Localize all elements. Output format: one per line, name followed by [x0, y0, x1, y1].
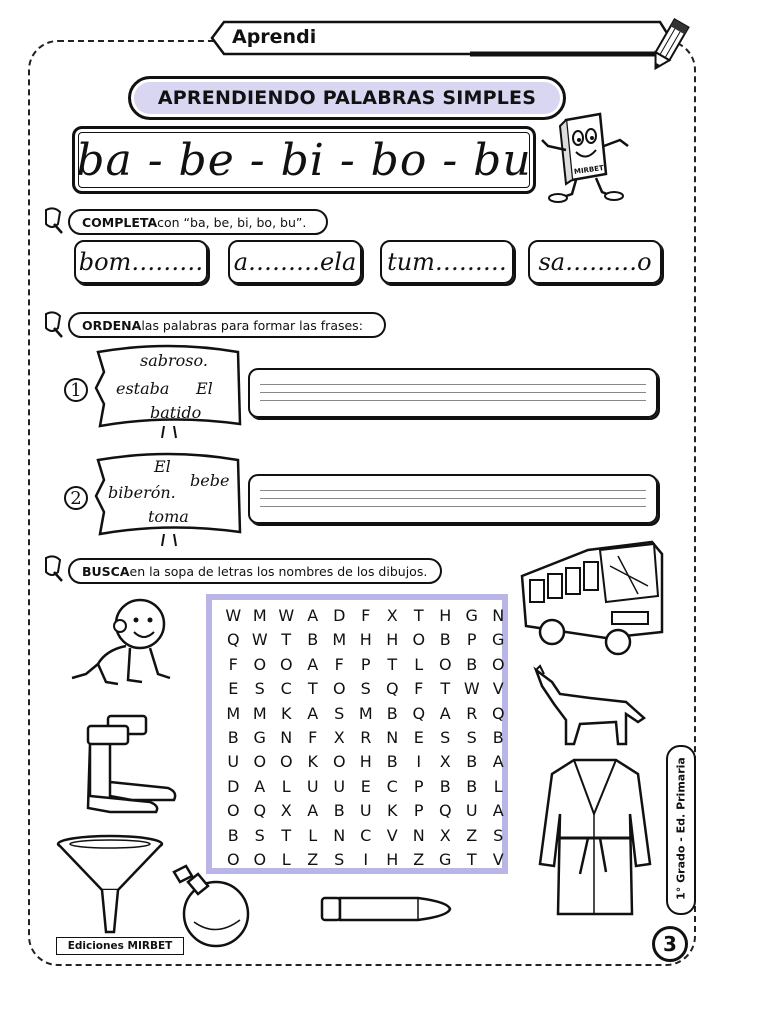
word-search-letter: T [466, 849, 477, 869]
word-search-letter: O [279, 654, 293, 674]
word-search-letter: X [439, 752, 451, 772]
word-search-letter: O [332, 679, 346, 699]
word-search-letter: R [360, 727, 372, 747]
bus-illustration [518, 536, 666, 656]
word-search-letter: T [307, 679, 318, 699]
word-search-letter: F [414, 679, 424, 699]
word-search-letter: B [333, 801, 345, 821]
word-search-letter: H [386, 630, 399, 650]
word-search-letter: Z [466, 825, 478, 845]
word-search-letter: R [466, 703, 478, 723]
word-search-letter: O [438, 654, 452, 674]
word-search-letter: A [439, 703, 451, 723]
word-search-letter: O [226, 801, 240, 821]
word-search-letter: O [253, 654, 267, 674]
word-search-letter: S [334, 703, 345, 723]
instruction-completa [68, 209, 328, 235]
word-search-letter: O [253, 849, 267, 869]
word-search-letter: Q [438, 801, 452, 821]
word-search-letter: L [414, 654, 424, 674]
word-search-letter: O [226, 849, 240, 869]
word-search-letter: A [492, 801, 504, 821]
word-search-letter: W [225, 606, 242, 625]
word-search-letter: K [307, 752, 318, 772]
word-search-row [220, 799, 512, 823]
bullet-illustration [318, 890, 454, 926]
publisher-label: Ediciones MIRBET [56, 937, 184, 955]
word-search-letter: H [359, 752, 372, 772]
word-search-letter: O [279, 752, 293, 772]
word-search-letter: B [227, 727, 239, 747]
word-search-letter: V [492, 679, 504, 699]
word-search-letter: X [439, 825, 451, 845]
word-search-letter: S [254, 679, 265, 699]
word-search-letter: N [412, 825, 425, 845]
syllables-banner: ba - be - bi - bo - bu [72, 126, 536, 194]
sentence-number: 1 [64, 378, 88, 402]
sentence-word: estaba [116, 379, 170, 398]
word-search-letter: A [254, 776, 266, 796]
word-search-letter: M [332, 630, 347, 650]
word-search-letter: Q [253, 801, 267, 821]
word-search-row [220, 726, 512, 750]
word-search-letter: C [280, 679, 292, 699]
word-search-letter: K [387, 801, 398, 821]
instruction-busca [68, 558, 442, 584]
word-search-letter: N [492, 606, 505, 625]
word-search-letter: U [227, 752, 240, 772]
word-search-letter: H [439, 606, 452, 625]
word-search-letter: M [358, 703, 373, 723]
word-search-letter: E [413, 727, 424, 747]
word-search-letter: A [307, 703, 319, 723]
word-search-letter: B [466, 776, 478, 796]
word-search-letter: I [363, 849, 369, 869]
word-search-row [220, 677, 512, 701]
word-search-letter: W [278, 606, 295, 625]
word-search-row [220, 848, 512, 872]
word-search-letter: B [386, 752, 398, 772]
bathrobe-illustration [534, 754, 656, 924]
word-search-letter: I [416, 752, 422, 772]
grade-side-label [666, 745, 696, 915]
word-search-letter: M [252, 703, 267, 723]
sentence-number: 2 [64, 486, 88, 510]
word-search-letter: L [281, 776, 291, 796]
word-search-letter: O [412, 630, 426, 650]
baby-illustration [66, 594, 186, 690]
word-search-letter: M [226, 703, 241, 723]
word-search-letter: D [333, 606, 346, 625]
word-search-letter: T [281, 630, 292, 650]
word-search-grid [220, 604, 512, 872]
word-search-letter: F [308, 727, 318, 747]
instruction-text: las palabras para formar las frases: [141, 317, 363, 333]
word-search-letter: B [492, 727, 504, 747]
word-search-row [220, 604, 512, 628]
word-search-letter: Q [412, 703, 426, 723]
word-search-row [220, 653, 512, 677]
page-number: 3 [652, 926, 688, 962]
instruction-text: en la sopa de letras los nombres de los dibujos. [129, 563, 428, 579]
word-search-row [220, 628, 512, 652]
word-search-letter: C [360, 825, 372, 845]
word-search-letter: B [439, 776, 451, 796]
mascot-label: MIRBET [573, 163, 605, 177]
word-search-letter: X [280, 801, 292, 821]
word-search-row [220, 775, 512, 799]
word-search-letter: X [333, 727, 345, 747]
instruction-keyword: COMPLETA [82, 214, 158, 230]
word-search-letter: W [463, 679, 480, 699]
word-search-letter: O [332, 752, 346, 772]
header-tab-label: Aprendi [232, 26, 317, 48]
word-search-letter: H [359, 630, 372, 650]
complete-word-box: tum……… [380, 240, 514, 284]
sentence-word: bebe [190, 471, 230, 490]
answer-lines-1 [248, 368, 658, 418]
word-search-letter: N [386, 727, 399, 747]
instruction-text: con “ba, be, bi, bo, bu”. [157, 214, 307, 230]
word-search-letter: Z [413, 849, 425, 869]
grade-side-text: 1° Grado - Ed. Primaria [674, 757, 688, 900]
word-search-letter: P [413, 801, 424, 821]
word-search-letter: Q [491, 703, 505, 723]
complete-word-box: sa………o [528, 240, 662, 284]
word-search-letter: A [307, 606, 319, 625]
word-search-letter: U [465, 801, 478, 821]
bottle-illustration [168, 862, 258, 948]
word-search-letter: H [386, 849, 399, 869]
book-mascot-illustration [536, 110, 636, 204]
sentence-word: toma [148, 507, 189, 526]
word-search-letter: T [440, 679, 451, 699]
word-search-letter: T [281, 825, 292, 845]
word-search-letter: F [228, 654, 238, 674]
pencil-icon [646, 14, 692, 76]
word-search-letter: S [334, 849, 345, 869]
word-search-letter: Q [385, 679, 399, 699]
word-search-letter: S [360, 679, 371, 699]
word-search-letter: D [227, 776, 240, 796]
word-search-letter: T [387, 654, 398, 674]
word-search-letter: G [439, 849, 452, 869]
word-search-letter: B [466, 752, 478, 772]
word-search-letter: W [251, 630, 268, 650]
word-search-letter: O [253, 752, 267, 772]
word-search-letter: S [440, 727, 451, 747]
word-search-letter: P [413, 776, 424, 796]
writing-hand-icon [42, 308, 66, 338]
word-search-letter: G [492, 630, 505, 650]
wolf-illustration [530, 664, 650, 748]
word-search-letter: V [386, 825, 398, 845]
word-search-letter: Z [307, 849, 319, 869]
word-search-letter: A [492, 752, 504, 772]
word-search-letter: S [493, 825, 504, 845]
word-search-letter: B [386, 703, 398, 723]
sentence-word: El [196, 379, 213, 398]
word-search-letter: B [307, 630, 319, 650]
word-search-letter: Q [226, 630, 240, 650]
complete-word-box: bom……… [74, 240, 208, 284]
instruction-keyword: BUSCA [82, 563, 130, 579]
word-search-letter: U [306, 776, 319, 796]
sentence-word: biberón. [108, 483, 176, 502]
word-search-letter: U [359, 801, 372, 821]
word-search-letter: S [254, 825, 265, 845]
writing-hand-icon [42, 552, 66, 582]
word-search-letter: G [253, 727, 266, 747]
word-search-letter: U [333, 776, 346, 796]
word-search-letter: N [280, 727, 293, 747]
word-search-letter: F [361, 606, 371, 625]
word-search-letter: T [413, 606, 424, 625]
word-search-letter: F [334, 654, 344, 674]
boots-illustration [80, 712, 184, 814]
word-search-letter: L [308, 825, 318, 845]
word-search-letter: B [439, 630, 451, 650]
word-search-letter: P [466, 630, 477, 650]
sentence-word: batido [150, 403, 202, 422]
funnel-illustration [54, 834, 170, 934]
word-search-letter: S [466, 727, 477, 747]
word-search-letter: G [465, 606, 478, 625]
word-search-letter: P [360, 654, 371, 674]
writing-hand-icon [42, 204, 66, 234]
word-search-letter: B [227, 825, 239, 845]
sentence-word: El [154, 457, 171, 476]
page-title: APRENDIENDO PALABRAS SIMPLES [128, 76, 566, 120]
answer-lines-2 [248, 474, 658, 524]
complete-word-box: a………ela [228, 240, 362, 284]
word-search-row [220, 824, 512, 848]
word-search-letter: A [307, 654, 319, 674]
word-search-letter: E [228, 679, 239, 699]
word-search-letter: B [466, 654, 478, 674]
word-search-row [220, 750, 512, 774]
word-search-letter: E [360, 776, 371, 796]
word-search-frame [206, 594, 508, 874]
word-search-letter: X [386, 606, 398, 625]
word-search-letter: L [281, 849, 291, 869]
instruction-keyword: ORDENA [82, 317, 142, 333]
instruction-ordena [68, 312, 386, 338]
word-search-letter: O [491, 654, 505, 674]
word-search-letter: A [307, 801, 319, 821]
word-search-letter: N [333, 825, 346, 845]
word-search-letter: K [281, 703, 292, 723]
word-search-letter: M [252, 606, 267, 625]
word-search-letter: C [386, 776, 398, 796]
word-search-row [220, 702, 512, 726]
sentence-word: sabroso. [140, 351, 208, 370]
word-search-letter: V [492, 849, 504, 869]
word-search-letter: L [493, 776, 503, 796]
